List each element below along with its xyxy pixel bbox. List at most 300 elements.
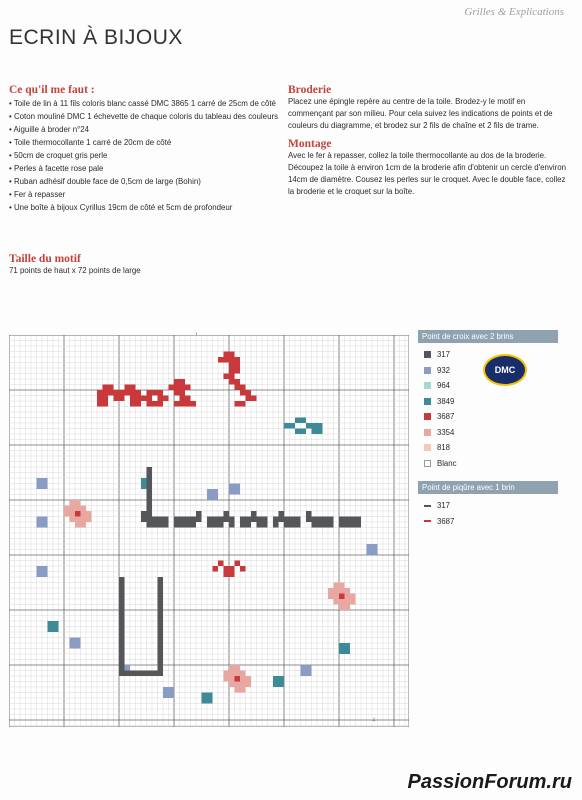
birdcage-stitch: [158, 671, 164, 677]
word-bijoux-stitch: [163, 517, 169, 523]
dot-motif: [207, 495, 213, 501]
birdcage-stitch: [158, 605, 164, 611]
flower-motif: [81, 522, 87, 528]
dot-motif: [372, 550, 378, 556]
dot-motif: [169, 687, 175, 693]
script-mes-stitch: [108, 385, 114, 391]
word-bijoux-stitch: [339, 522, 345, 528]
color-swatch: [424, 520, 431, 522]
word-bijoux-stitch: [191, 522, 197, 528]
word-bijoux-stitch: [147, 500, 153, 506]
broderie-text: Placez une épingle repère au centre de la toile. Brodez-y le motif en commençant par son milieu. Pour cela suivez les indications de points et de couleurs du diagramme, et brodez sur 2 fils de chaîne et 2 fils de trame.: [288, 97, 553, 130]
birdcage-stitch: [119, 671, 125, 677]
dot-motif: [141, 484, 147, 490]
materials-list: [9, 97, 279, 214]
materials-item: • Ruban adhésif double face de 0,5cm de large (Bohin): [9, 175, 279, 188]
birdcage-stitch: [158, 599, 164, 605]
materials-item: • Coton mouliné DMC 1 échevette de chaque coloris du tableau des couleurs: [9, 110, 279, 123]
flower-motif: [229, 665, 235, 671]
dot-motif: [345, 649, 351, 655]
word-bijoux-stitch: [229, 517, 235, 523]
dot-motif: [37, 484, 43, 490]
script-mes-stitch: [235, 363, 241, 369]
birdcage-stitch: [158, 621, 164, 627]
word-bijoux-stitch: [147, 478, 153, 484]
word-bijoux-stitch: [345, 517, 351, 523]
backstitch-header: Point de piqûre avec 1 brin: [418, 481, 558, 494]
word-bijoux-stitch: [196, 511, 202, 517]
dot-motif: [163, 693, 169, 699]
legend-row-back: [418, 514, 558, 530]
dot-motif: [42, 478, 48, 484]
word-bijoux-stitch: [295, 522, 301, 528]
script-mes-stitch: [251, 396, 257, 402]
word-bijoux-stitch: [147, 522, 153, 528]
color-code: 3687: [437, 516, 455, 526]
word-bijoux-stitch: [257, 517, 263, 523]
flower-motif: [339, 588, 345, 594]
script-mes-stitch: [174, 385, 180, 391]
word-bijoux-stitch: [180, 522, 186, 528]
bow-stitch: [229, 566, 235, 572]
script-mes-stitch: [103, 390, 109, 396]
bird-stitch: [295, 418, 301, 424]
word-bijoux-stitch: [185, 522, 191, 528]
flower-motif: [224, 671, 230, 677]
script-mes-stitch: [114, 390, 120, 396]
color-swatch: [424, 351, 431, 358]
dot-motif: [53, 627, 59, 633]
color-code: 3849: [437, 396, 455, 406]
size-text: 71 points de haut x 72 points de large: [9, 266, 141, 275]
dot-motif: [229, 489, 235, 495]
word-bijoux-stitch: [213, 522, 219, 528]
legend-row-cross: [418, 394, 558, 410]
dot-motif: [163, 687, 169, 693]
backstitch-list: [418, 498, 558, 529]
script-mes-stitch: [130, 401, 136, 407]
flower-motif: [81, 506, 87, 512]
flower-motif: [70, 500, 76, 506]
word-bijoux-stitch: [295, 517, 301, 523]
flower-motif: [81, 511, 87, 517]
word-bijoux-stitch: [356, 517, 362, 523]
birdcage-stitch: [119, 583, 125, 589]
word-bijoux-stitch: [229, 522, 235, 528]
dot-motif: [213, 495, 219, 501]
script-mes-stitch: [235, 385, 241, 391]
flower-motif: [70, 511, 76, 517]
birdcage-stitch: [158, 616, 164, 622]
birdcage-stitch: [119, 632, 125, 638]
word-bijoux-stitch: [147, 506, 153, 512]
word-bijoux-stitch: [312, 522, 318, 528]
flower-motif: [334, 583, 340, 589]
birdcage-stitch: [130, 671, 136, 677]
birdcage-stitch: [119, 588, 125, 594]
color-code: 818: [437, 443, 451, 453]
flower-motif: [70, 506, 76, 512]
flower-motif: [334, 599, 340, 605]
script-mes-stitch: [224, 357, 230, 363]
birdcage-stitch: [119, 599, 125, 605]
word-bijoux-stitch: [350, 517, 356, 523]
script-mes-stitch: [152, 401, 158, 407]
word-bijoux-stitch: [180, 517, 186, 523]
page-title: ECRIN À BIJOUX: [9, 26, 183, 49]
word-bijoux-stitch: [147, 517, 153, 523]
flower-motif: [339, 605, 345, 611]
birdcage-stitch: [147, 671, 153, 677]
flower-motif: [64, 506, 70, 512]
legend-row-back: [418, 498, 558, 514]
dot-motif: [42, 484, 48, 490]
flower-motif: [246, 676, 252, 682]
birdcage-stitch: [158, 654, 164, 660]
birdcage-stitch: [158, 665, 164, 671]
color-code: 964: [437, 381, 451, 391]
script-mes-stitch: [180, 379, 186, 385]
flower-motif: [235, 676, 241, 682]
word-bijoux-stitch: [158, 517, 164, 523]
dot-motif: [235, 484, 241, 490]
color-swatch: [424, 460, 431, 467]
word-bijoux-stitch: [345, 522, 351, 528]
word-bijoux-stitch: [207, 517, 213, 523]
word-bijoux-stitch: [317, 522, 323, 528]
dot-motif: [202, 693, 208, 699]
dot-motif: [235, 489, 241, 495]
dot-motif: [169, 693, 175, 699]
script-mes-stitch: [136, 396, 142, 402]
flower-motif: [75, 506, 81, 512]
word-bijoux-stitch: [273, 522, 279, 528]
word-bijoux-stitch: [290, 522, 296, 528]
dot-motif: [273, 682, 279, 688]
birdcage-stitch: [158, 610, 164, 616]
materials-item: • Une boîte à bijoux Cyrillus 19cm de côté et 5cm de profondeur: [9, 201, 279, 214]
word-bijoux-stitch: [246, 522, 252, 528]
script-mes-stitch: [158, 390, 164, 396]
word-bijoux-stitch: [273, 517, 279, 523]
script-mes-stitch: [240, 390, 246, 396]
script-mes-stitch: [180, 401, 186, 407]
legend-row-cross: [418, 425, 558, 441]
color-legend: [418, 330, 558, 529]
color-swatch: [424, 429, 431, 436]
bow-stitch: [235, 561, 241, 567]
flower-motif: [81, 517, 87, 523]
script-mes-stitch: [125, 385, 131, 391]
flower-motif: [235, 687, 241, 693]
word-bijoux-stitch: [262, 517, 268, 523]
script-mes-stitch: [147, 396, 153, 402]
word-bijoux-stitch: [174, 517, 180, 523]
dot-motif: [367, 544, 373, 550]
script-mes-stitch: [125, 390, 131, 396]
flower-motif: [75, 511, 81, 517]
dot-motif: [301, 665, 307, 671]
word-bijoux-stitch: [147, 511, 153, 517]
birdcage-stitch: [158, 588, 164, 594]
color-code: 932: [437, 365, 451, 375]
bow-stitch: [229, 572, 235, 578]
script-mes-stitch: [158, 401, 164, 407]
flower-motif: [240, 687, 246, 693]
bird-stitch: [312, 429, 318, 435]
script-mes-stitch: [97, 396, 103, 402]
word-bijoux-stitch: [328, 522, 334, 528]
flower-motif: [75, 522, 81, 528]
script-mes-stitch: [97, 390, 103, 396]
dot-motif: [207, 489, 213, 495]
script-mes-stitch: [141, 396, 147, 402]
birdcage-stitch: [119, 610, 125, 616]
word-bijoux-stitch: [191, 517, 197, 523]
word-bijoux-stitch: [185, 517, 191, 523]
dot-motif: [37, 522, 43, 528]
script-mes-stitch: [158, 396, 164, 402]
script-mes-stitch: [180, 385, 186, 391]
word-bijoux-stitch: [257, 522, 263, 528]
flower-motif: [334, 594, 340, 600]
word-bijoux-stitch: [147, 473, 153, 479]
word-bijoux-stitch: [152, 522, 158, 528]
flower-motif: [328, 588, 334, 594]
flower-motif: [75, 500, 81, 506]
script-mes-stitch: [235, 357, 241, 363]
word-bijoux-stitch: [152, 517, 158, 523]
script-mes-stitch: [229, 357, 235, 363]
word-bijoux-stitch: [284, 522, 290, 528]
flower-motif: [350, 594, 356, 600]
word-bijoux-stitch: [141, 511, 147, 517]
script-mes-stitch: [130, 385, 136, 391]
birdcage-stitch: [158, 577, 164, 583]
birdcage-stitch: [119, 577, 125, 583]
flower-motif: [229, 682, 235, 688]
color-code: 317: [437, 350, 451, 360]
dot-motif: [301, 671, 307, 677]
dot-motif: [42, 566, 48, 572]
script-mes-stitch: [103, 401, 109, 407]
script-mes-stitch: [240, 385, 246, 391]
dot-motif: [70, 638, 76, 644]
word-bijoux-stitch: [323, 522, 329, 528]
dot-motif: [317, 423, 323, 429]
dot-motif: [42, 517, 48, 523]
instructions-section: [288, 84, 568, 204]
flower-motif: [339, 583, 345, 589]
word-bijoux-stitch: [174, 522, 180, 528]
color-swatch: [424, 444, 431, 451]
flower-motif: [246, 682, 252, 688]
script-mes-stitch: [229, 363, 235, 369]
flower-motif: [345, 605, 351, 611]
dot-motif: [37, 478, 43, 484]
flower-motif: [86, 511, 92, 517]
birdcage-stitch: [158, 627, 164, 633]
script-mes-stitch: [229, 374, 235, 380]
flower-motif: [240, 676, 246, 682]
dot-motif: [306, 671, 312, 677]
script-mes-stitch: [229, 352, 235, 358]
birdcage-stitch: [119, 649, 125, 655]
flower-motif: [345, 594, 351, 600]
script-mes-stitch: [108, 390, 114, 396]
word-bijoux-stitch: [262, 522, 268, 528]
dot-motif: [306, 665, 312, 671]
color-swatch: [424, 413, 431, 420]
legend-row-cross: [418, 440, 558, 456]
script-mes-stitch: [174, 390, 180, 396]
color-swatch: [424, 367, 431, 374]
flower-motif: [235, 671, 241, 677]
script-mes-stitch: [147, 401, 153, 407]
dot-motif: [273, 676, 279, 682]
script-mes-stitch: [180, 396, 186, 402]
word-bijoux-stitch: [306, 517, 312, 523]
dot-motif: [42, 522, 48, 528]
dot-motif: [279, 676, 285, 682]
cross-stitch-header: Point de croix avec 2 brins: [418, 330, 558, 343]
color-code: 3354: [437, 427, 455, 437]
word-bijoux-stitch: [240, 522, 246, 528]
bird-stitch: [306, 423, 312, 429]
birdcage-stitch: [119, 638, 125, 644]
script-mes-stitch: [235, 401, 241, 407]
flower-motif: [229, 671, 235, 677]
birdcage-stitch: [119, 605, 125, 611]
materials-item: • Toile de lin à 11 fils coloris blanc cassé DMC 3865 1 carré de 25cm de côté: [9, 97, 279, 110]
script-mes-stitch: [136, 401, 142, 407]
birdcage-stitch: [119, 660, 125, 666]
dot-motif: [53, 621, 59, 627]
birdcage-stitch: [119, 594, 125, 600]
dot-motif: [37, 517, 43, 523]
script-mes-stitch: [114, 396, 120, 402]
word-bijoux-stitch: [240, 517, 246, 523]
dot-motif: [202, 698, 208, 704]
word-bijoux-stitch: [306, 511, 312, 517]
flower-motif: [70, 517, 76, 523]
script-mes-stitch: [163, 396, 169, 402]
chart-background: [9, 335, 409, 727]
dmc-logo: DMC: [483, 354, 527, 386]
birdcage-stitch: [158, 632, 164, 638]
bird-stitch: [301, 418, 307, 424]
word-bijoux-stitch: [246, 517, 252, 523]
script-mes-stitch: [174, 379, 180, 385]
dot-motif: [37, 566, 43, 572]
materials-heading: Ce qu'il me faut :: [9, 84, 95, 96]
montage-heading: Montage: [288, 138, 332, 150]
script-mes-stitch: [97, 401, 103, 407]
word-bijoux-stitch: [356, 522, 362, 528]
page-marker: 4: [372, 718, 376, 724]
bird-stitch: [290, 423, 296, 429]
bow-stitch: [213, 566, 219, 572]
broderie-heading: Broderie: [288, 84, 332, 96]
script-mes-stitch: [136, 390, 142, 396]
word-bijoux-stitch: [279, 511, 285, 517]
word-bijoux-stitch: [279, 517, 285, 523]
birdcage-stitch: [141, 671, 147, 677]
word-bijoux-stitch: [141, 517, 147, 523]
script-mes-stitch: [130, 396, 136, 402]
materials-item: • Aiguille à broder n°24: [9, 123, 279, 136]
word-bijoux-stitch: [284, 517, 290, 523]
script-mes-stitch: [246, 396, 252, 402]
word-bijoux-stitch: [323, 517, 329, 523]
birdcage-stitch: [119, 621, 125, 627]
watermark-logo: PassionForum.ru: [407, 771, 572, 793]
word-bijoux-stitch: [218, 517, 224, 523]
script-mes-stitch: [103, 396, 109, 402]
bird-stitch: [301, 429, 307, 435]
birdcage-stitch: [119, 627, 125, 633]
color-swatch: [424, 398, 431, 405]
bow-stitch: [224, 572, 230, 578]
dot-motif: [125, 665, 131, 671]
legend-row-cross: [418, 456, 558, 472]
script-mes-stitch: [119, 396, 125, 402]
dot-motif: [372, 544, 378, 550]
script-mes-stitch: [229, 368, 235, 374]
word-bijoux-stitch: [207, 522, 213, 528]
bird-stitch: [284, 423, 290, 429]
word-bijoux-stitch: [339, 517, 345, 523]
flower-motif: [229, 676, 235, 682]
birdcage-stitch: [119, 665, 125, 671]
flower-motif: [339, 594, 345, 600]
birdcage-stitch: [158, 643, 164, 649]
flower-motif: [339, 599, 345, 605]
script-mes-stitch: [174, 401, 180, 407]
word-bijoux-stitch: [224, 517, 230, 523]
flower-motif: [240, 671, 246, 677]
script-mes-stitch: [152, 390, 158, 396]
color-code: Blanc: [437, 458, 457, 468]
birdcage-stitch: [152, 671, 158, 677]
dot-motif: [75, 643, 81, 649]
dot-motif: [42, 572, 48, 578]
materials-item: • Fer à repasser: [9, 188, 279, 201]
dot-motif: [339, 643, 345, 649]
word-bijoux-stitch: [350, 522, 356, 528]
dot-motif: [37, 572, 43, 578]
birdcage-stitch: [136, 671, 142, 677]
word-bijoux-stitch: [147, 484, 153, 490]
flower-motif: [345, 588, 351, 594]
flower-motif: [235, 682, 241, 688]
dot-motif: [70, 643, 76, 649]
flower-motif: [64, 511, 70, 517]
script-mes-stitch: [224, 352, 230, 358]
flower-motif: [350, 599, 356, 605]
word-bijoux-stitch: [158, 522, 164, 528]
word-bijoux-stitch: [290, 517, 296, 523]
bird-stitch: [295, 429, 301, 435]
flower-motif: [334, 588, 340, 594]
birdcage-stitch: [119, 643, 125, 649]
flower-motif: [328, 594, 334, 600]
dot-motif: [75, 638, 81, 644]
flower-motif: [86, 517, 92, 523]
header-right-label: Grilles & Explications: [464, 6, 564, 18]
script-mes-stitch: [240, 401, 246, 407]
materials-item: • Perles à facette rose pale: [9, 162, 279, 175]
